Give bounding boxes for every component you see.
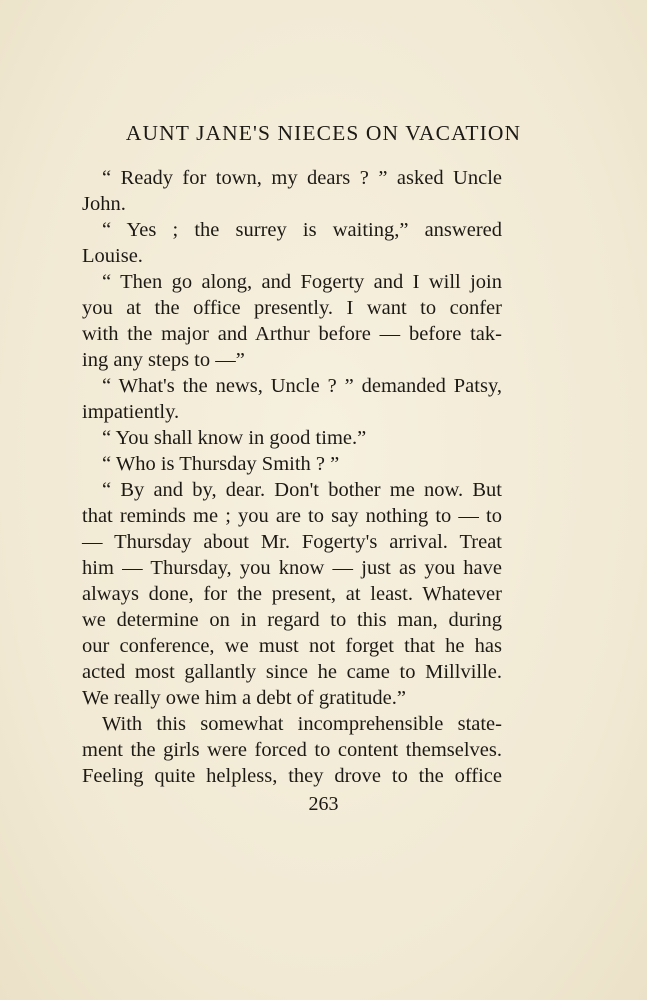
body-text — [82, 165, 502, 789]
text-line: Feeling quite helpless, they drove to the office — [82, 765, 502, 787]
page-number: 263 — [308, 793, 339, 815]
text-line: John. — [82, 193, 126, 215]
text-line: With this somewhat incomprehensible state- — [102, 713, 502, 735]
text-line: “ You shall know in good time.” — [102, 427, 367, 449]
text-line: “ What's the news, Uncle ? ” demanded Patsy, — [102, 375, 502, 397]
text-line: ment the girls were forced to content themselves. — [82, 739, 502, 761]
text-line: we determine on in regard to this man, during — [82, 609, 502, 631]
text-line: We really owe him a debt of gratitude.” — [82, 687, 406, 709]
text-line: ing any steps to —” — [82, 349, 245, 371]
text-line: him — Thursday, you know — just as you have — [82, 557, 502, 579]
text-line: with the major and Arthur before — before tak- — [82, 323, 502, 345]
text-line: “ Then go along, and Fogerty and I will join — [102, 271, 502, 293]
text-line: impatiently. — [82, 401, 180, 423]
running-head: AUNT JANE'S NIECES ON VACATION — [125, 121, 522, 145]
text-line: “ Yes ; the surrey is waiting,” answered — [102, 219, 502, 241]
text-line: our conference, we must not forget that he has — [82, 635, 502, 657]
text-line: “ Ready for town, my dears ? ” asked Uncle — [102, 167, 502, 189]
text-line: “ By and by, dear. Don't bother me now. But — [102, 479, 502, 501]
text-line: “ Who is Thursday Smith ? ” — [102, 453, 340, 475]
text-line: that reminds me ; you are to say nothing to — to — [82, 505, 502, 527]
text-line: always done, for the present, at least. Whatever — [82, 583, 502, 605]
text-line: Louise. — [82, 245, 143, 267]
text-line: acted most gallantly since he came to Millville. — [82, 661, 502, 683]
text-line: you at the office presently. I want to confer — [82, 297, 502, 319]
text-line: — Thursday about Mr. Fogerty's arrival. Treat — [82, 531, 502, 553]
